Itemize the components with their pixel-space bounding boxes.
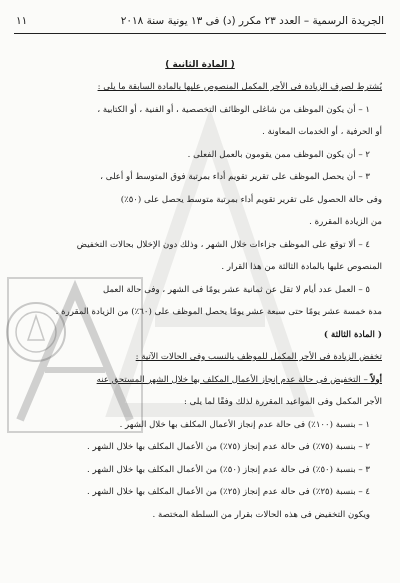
publication-line: الجريدة الرسمية – العدد ٢٣ مكرر (د) فى ١٣ يونية سنة ٢٠١٨: [120, 15, 384, 27]
article-2-line: من الزيادة المقررة .: [309, 217, 382, 227]
article-3-first-clause-cont: الأجر المكمل وفى المواعيد المقررة لذلك وفقًا لما يلى :: [183, 397, 382, 407]
article-3-first-clause: [18, 369, 382, 392]
article-3-item: ٤ – بنسبة (٢٥٪) فى حالة عدم إنجاز (٢٥٪) من الأعمال المكلف بها خلال الشهر .: [87, 487, 370, 497]
article-3-intro: تخفض الزيادة فى الأجر المكمل للموظف بالنسب وفى الحالات الآتية :: [135, 352, 382, 362]
first-label: أولاً: [370, 374, 382, 385]
article-2-line: مدة خمسة عشر يومًا حتى سبعة عشر يومًا يحصل الموظف على (٦٠٪) من الزيادة المقررة .: [55, 307, 382, 317]
article-2-line: يُشترط لصرف الزيادة فى الأجر المكمل المنصوص عليها بالمادة السابقة ما يلى :: [97, 82, 382, 92]
article-3-item: ١ – بنسبة (١٠٠٪) فى حالة عدم إنجاز الأعمال المكلف بها خلال الشهر .: [119, 419, 370, 430]
article-2-line: ٥ – العمل عدد أيام لا تقل عن ثمانية عشر يومًا فى الشهر ، وفى حالة العمل: [102, 284, 370, 295]
article-3-title: ( المادة الثالثة ): [323, 329, 382, 340]
article-2-line: ٣ – أن يحصل الموظف على تقرير تقويم أداء بمرتبة فوق المتوسط أو أعلى ،: [100, 172, 370, 182]
page-number: ١١: [16, 15, 28, 27]
document-body: [18, 38, 382, 526]
article-2-line: ٢ – أن يكون الموظف ممن يقومون بالعمل الفعلى .: [187, 149, 370, 160]
article-2-line: ٤ – ألا توقع على الموظف جزاءات خلال الشهر ، وذلك دون الإخلال بحالات التخفيض: [76, 239, 370, 250]
seal-icon: [4, 300, 68, 364]
article-2-line: المنصوص عليها بالمادة الثالثة من هذا القرار .: [221, 262, 382, 272]
header-divider: [14, 33, 386, 34]
article-2-line: أو الحرفية ، أو الخدمات المعاونة .: [262, 127, 382, 137]
article-3-closing: ويكون التخفيض فى هذه الحالات بقرار من السلطة المختصة .: [152, 509, 370, 520]
article-2-line: ١ – أن يكون الموظف من شاغلى الوظائف التخصصية ، أو الفنية ، أو الكتابية ،: [97, 104, 370, 115]
page-header: [16, 12, 384, 30]
article-3-item: ٢ – بنسبة (٧٥٪) فى حالة عدم إنجاز (٧٥٪) من الأعمال المكلف بها خلال الشهر .: [87, 442, 370, 452]
article-3-item: ٣ – بنسبة (٥٠٪) فى حالة عدم إنجاز (٥٠٪) من الأعمال المكلف بها خلال الشهر .: [87, 464, 370, 475]
article-2-line: وفى حالة الحصول على تقرير تقويم أداء بمرتبة متوسط يحصل على (٥٠٪): [120, 194, 382, 205]
first-text: – التخفيض فى حالة عدم إنجاز الأعمال المكلف بها خلال الشهر المستحق عنه: [96, 374, 371, 385]
article-2-title: ( المادة الثانية ): [165, 60, 235, 70]
